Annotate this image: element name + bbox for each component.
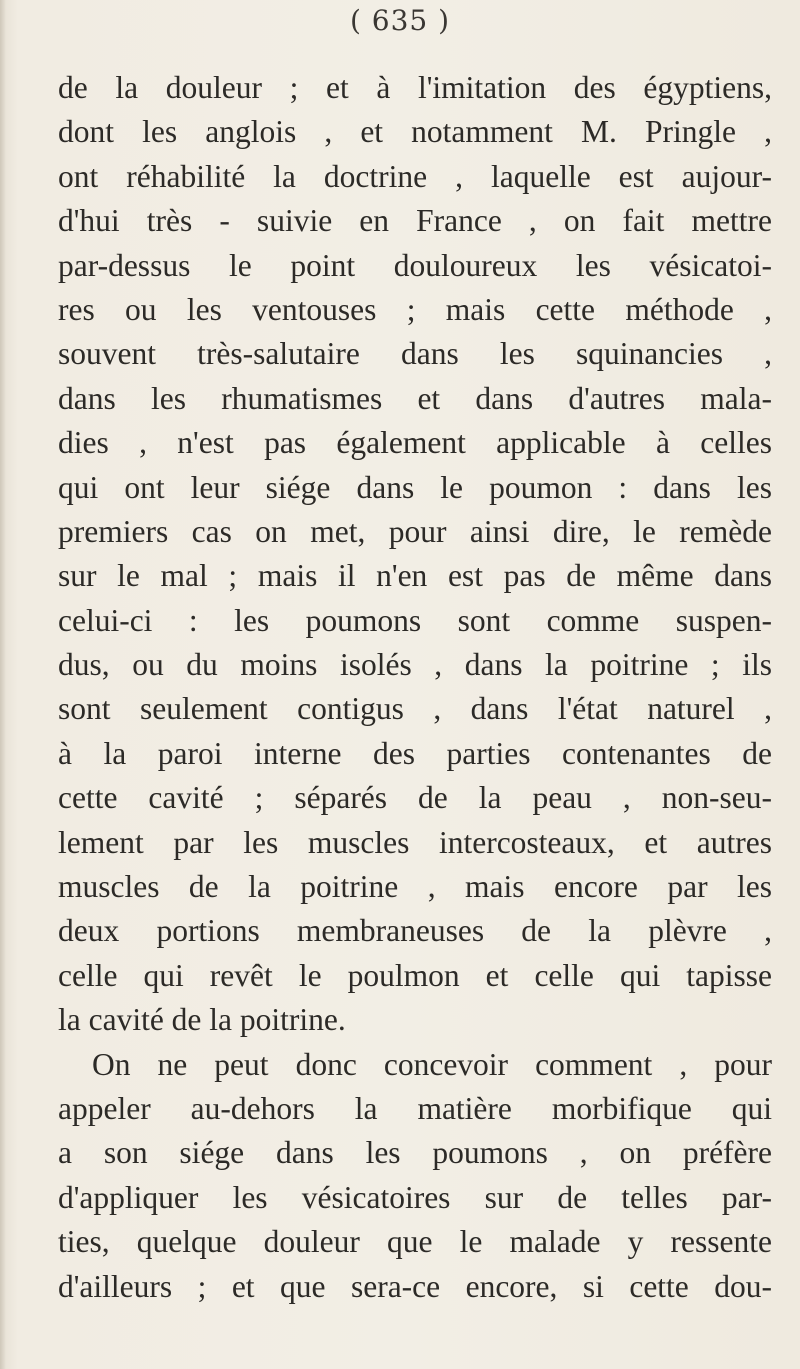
- text-line: qui ont leur siége dans le poumon : dans les: [58, 469, 772, 505]
- text-line: lement par les muscles intercosteaux, et autres: [58, 824, 772, 860]
- text-line: à la paroi interne des parties contenantes de: [58, 735, 772, 771]
- page-number: ( 635 ): [349, 4, 451, 37]
- text-line: sur le mal ; mais il n'en est pas de même dans: [58, 558, 772, 594]
- text-line: souvent très-salutaire dans les squinancies ,: [58, 336, 772, 372]
- text-line: res ou les ventouses ; mais cette méthode ,: [58, 291, 772, 327]
- text-line: d'hui très - suivie en France , on fait mettre: [58, 203, 772, 239]
- paragraph-start-line: On ne peut donc concevoir comment , pour: [92, 1046, 772, 1082]
- page-binding-edge: [0, 0, 6, 1369]
- text-line: cette cavité ; séparés de la peau , non-seu-: [58, 780, 772, 816]
- body-text: [58, 66, 772, 1309]
- text-line: celui-ci : les poumons sont comme suspen-: [58, 602, 772, 638]
- text-line: ties, quelque douleur que le malade y ressente: [58, 1224, 772, 1260]
- text-line: ont réhabilité la doctrine , laquelle est aujour-: [58, 158, 772, 194]
- text-line: celle qui revêt le poulmon et celle qui tapisse: [58, 957, 772, 993]
- text-line: sont seulement contigus , dans l'état naturel ,: [58, 691, 772, 727]
- text-line: dus, ou du moins isolés , dans la poitrine ; ils: [58, 647, 772, 683]
- text-line: deux portions membraneuses de la plèvre ,: [58, 913, 772, 949]
- text-line: d'ailleurs ; et que sera-ce encore, si cette dou-: [58, 1268, 772, 1304]
- paragraph-end-line: la cavité de la poitrine.: [58, 1002, 346, 1038]
- text-line: dont les anglois , et notamment M. Pringle ,: [58, 114, 772, 150]
- text-line: premiers cas on met, pour ainsi dire, le remède: [58, 513, 772, 549]
- text-line: d'appliquer les vésicatoires sur de telles par-: [58, 1179, 772, 1215]
- text-line: appeler au-dehors la matière morbifique qui: [58, 1090, 772, 1126]
- text-line: de la douleur ; et à l'imitation des égyptiens,: [58, 70, 772, 105]
- text-line: dies , n'est pas également applicable à celles: [58, 425, 772, 461]
- text-line: dans les rhumatismes et dans d'autres mala-: [58, 380, 772, 416]
- text-line: par-dessus le point douloureux les vésicatoi-: [58, 247, 772, 283]
- text-line: a son siége dans les poumons , on préfère: [58, 1135, 772, 1171]
- text-line: muscles de la poitrine , mais encore par les: [58, 869, 772, 905]
